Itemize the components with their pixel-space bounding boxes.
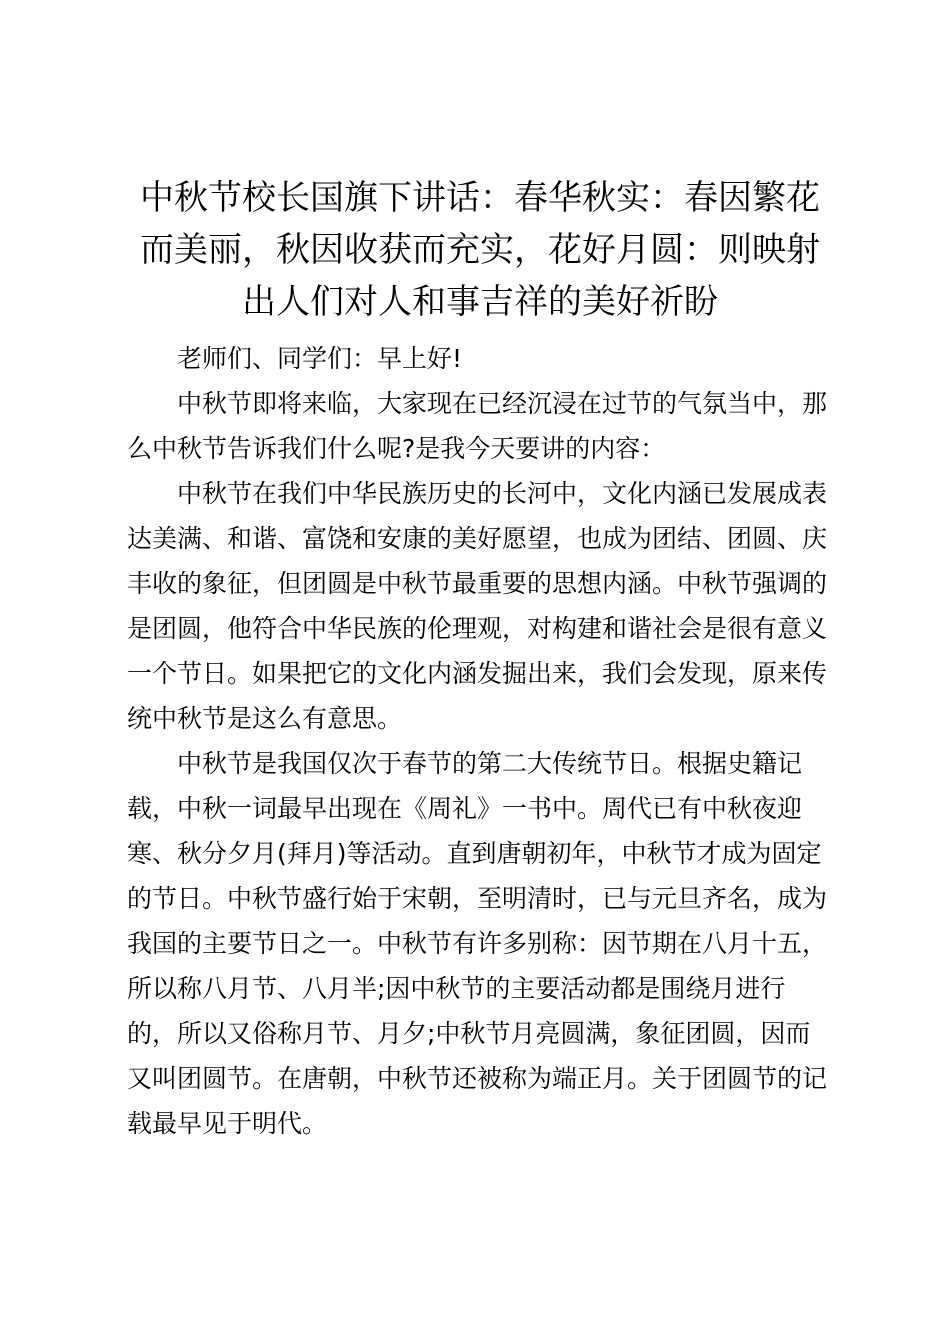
paragraph-intro: 中秋节即将来临，大家现在已经沉浸在过节的气氛当中，那么中秋节告诉我们什么呢?是我今天要讲的内容： [127,389,828,463]
document-title: 中秋节校长国旗下讲话：春华秋实：春因繁花而美丽，秋因收获而充实，花好月圆：则映射出人们对人和事吉祥的美好祈盼 [140,178,820,322]
document-page [127,172,833,1146]
paragraph-history: 中秋节是我国仅次于春节的第二大传统节日。根据史籍记载，中秋一词最早出现在《周礼》一书中。周代已有中秋夜迎寒、秋分夕月(拜月)等活动。直到唐朝初年，中秋节才成为固定的节日。中秋节盛行始于宋朝，至明清时，已与元旦齐名，成为我国的主要节日之一。中秋节有许多别称：因节期在八月十五，所以称八月节、八月半;因中秋节的主要活动都是围绕月进行的，所以又俗称月节、月夕;中秋节月亮圆满，象征团圆，因而又叫团圆节。在唐朝，中秋节还被称为端正月。关于团圆节的记载最早见于明代。 [127,749,828,1138]
paragraph-greeting: 老师们、同学们：早上好! [177,344,463,373]
paragraph-meaning: 中秋节在我们中华民族历史的长河中，文化内涵已发展成表达美满、和谐、富饶和安康的美好愿望，也成为团结、团圆、庆丰收的象征，但团圆是中秋节最重要的思想内涵。中秋节强调的是团圆，他符合中华民族的伦理观，对构建和谐社会是很有意义一个节日。如果把它的文化内涵发掘出来，我们会发现，原来传统中秋节是这么有意思。 [127,479,828,733]
